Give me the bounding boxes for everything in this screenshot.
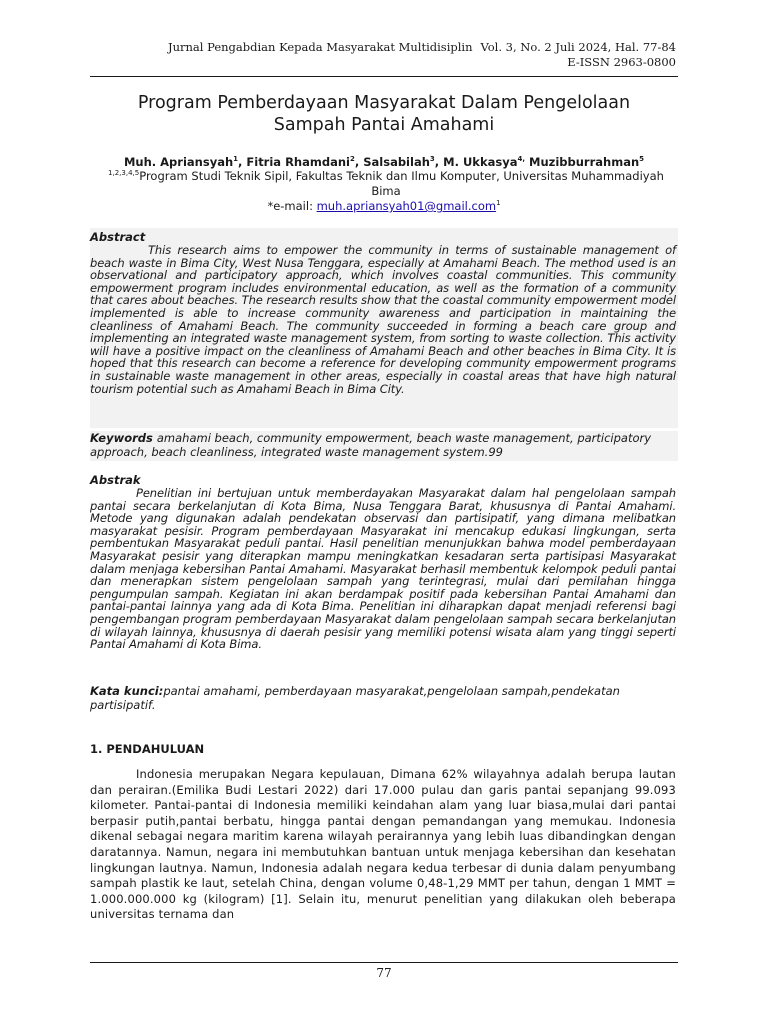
- paper-title: [90, 92, 678, 136]
- email-sup: 1: [496, 199, 501, 208]
- affiliation-text: Program Studi Teknik Sipil, Fakultas Teknik dan Ilmu Komputer, Universitas Muhammadiyah Bima: [139, 169, 664, 198]
- author-sup: 3: [429, 155, 435, 164]
- keywords-block: [90, 432, 676, 459]
- volume-info: Vol. 3, No. 2 Juli 2024, Hal. 77-84: [480, 40, 676, 54]
- footer-rule: [90, 962, 678, 963]
- affiliation: [96, 169, 676, 198]
- abstrak-text: Penelitian ini bertujuan untuk memberdayakan Masyarakat dalam hal pengelolaan sampah pantai secara berkelanjutan di Kota Bima, Nusa Tenggara Barat, khususnya di Pantai Amahami. Metode yang digunakan adalah pendekatan observasi dan partisipatif, yang dimana melibatkan masyarakat pesisir. Program pemberdayaan Masyarakat ini mencakup edukasi lingkungan, serta pembentukan Masyarakat peduli pantai. Hasil penelitian menunjukkan bahwa model pemberdayaan Masyarakat pesisir yang diterapkan mampu meningkatkan kesadaran serta partisipasi Masyarakat dalam menjaga kebersihan Pantai Amahami. Masyarakat berhasil membentuk kelompok peduli pantai dan menerapkan sistem pengelolaan sampah yang terintegrasi, mulai dari pemilahan hingga pengumpulan sampah. Kegiatan ini akan berdampak positif pada kebersihan Pantai Amahami dan pantai-pantai lainnya yang ada di Kota Bima. Penelitian ini diharapkan dapat menjadi referensi bagi pengembangan program pemberdayaan Masyarakat dalam pengelolaan sampah secara berkelanjutan di wilayah lainnya, khususnya di daerah pesisir yang memiliki potensi wisata alam yang tinggi seperti Pantai Amahami di Kota Bima.: [90, 486, 676, 652]
- author: Muzibburrahman: [529, 155, 640, 169]
- author-sup: 4,: [517, 155, 525, 164]
- section-heading: 1. PENDAHULUAN: [90, 742, 205, 756]
- author-sup: 5: [639, 155, 645, 164]
- keywords-label: Keywords: [90, 431, 157, 445]
- author-sup: 2: [349, 155, 355, 164]
- abstrak-block: [90, 473, 676, 651]
- page-number: 77: [376, 966, 392, 980]
- title-line-2: Sampah Pantai Amahami: [273, 115, 495, 135]
- running-header: [90, 40, 676, 70]
- abstract-heading: Abstract: [90, 230, 146, 244]
- section-body: Indonesia merupakan Negara kepulauan, Dimana 62% wilayahnya adalah berupa lautan dan perairan.(Emilika Budi Lestari 2022) dari 17.000 pulau dan garis pantai sepanjang 99.093 kilometer. Pantai-pantai di Indonesia memiliki keindahan alam yang luar biasa,mulai dari pantai berpasir putih,pantai berbatu, hingga pantai dengan pemandangan yang memukau. Indonesia dikenal sebagai negara maritim karena wilayah perairannya yang lebih luas dibandingkan dengan daratannya. Namun, negara ini membutuhkan bantuan untuk menjaga kebersihan dan kesehatan lingkungan lautnya. Namun, Indonesia adalah negara kedua terbesar di dunia dalam penyumbang sampah plastik ke laut, setelah China, dengan volume 0,48-1,29 MMT per tahun, dengan 1 MMT = 1.000.000.000 kg (kilogram) [1]. Selain itu, menurut penelitian yang dilakukan oleh beberapa universitas ternama dan: [90, 767, 676, 922]
- abstract-block: [90, 230, 676, 395]
- abstract-text: This research aims to empower the community in terms of sustainable management of beach waste in Bima City, West Nusa Tenggara, especially at Amahami Beach. The method used is an observational and participatory approach, which involves coastal communities. This community empowerment program includes environmental education, as well as the formation of a community that cares about beaches. The research results show that the coastal community empowerment model implemented is able to increase community awareness and participation in maintaining the cleanliness of Amahami Beach. The community succeeded in forming a beach care group and implementing an integrated waste management system, from sorting to waste collection. This activity will have a positive impact on the cleanliness of Amahami Beach and other beaches in Bima City. It is hoped that this research can become a reference for developing community empowerment programs in sustainable waste management in other areas, especially in coastal areas that have high natural tourism potential such as Amahami Beach in Bima City.: [90, 243, 676, 396]
- kata-kunci-block: [90, 685, 676, 712]
- author-list: Muh. Apriansyah$^1$, Fitria Rhamdani$^2$, Salsabilah$^3$, M. Ukkasya$^{4,}$ Muzibburrahman$^5$: [123, 155, 645, 169]
- author-sup: 1: [233, 155, 239, 164]
- issn: E-ISSN 2963-0800: [567, 55, 676, 69]
- author: Muh. Apriansyah: [123, 155, 234, 169]
- email-line: [90, 199, 678, 214]
- author: M. Ukkasya: [443, 155, 518, 169]
- email-link[interactable]: muh.apriansyah01@gmail.com: [316, 199, 497, 213]
- title-line-1: Program Pemberdayaan Masyarakat Dalam Pengelolaan: [137, 93, 631, 113]
- kata-kunci-label: Kata kunci:: [90, 684, 164, 698]
- abstrak-heading: Abstrak: [90, 473, 141, 487]
- email-label: *e-mail:: [267, 199, 317, 213]
- keywords-text: amahami beach, community empowerment, beach waste management, participatory approach, beach cleanliness, integrated waste management system.99: [90, 431, 652, 459]
- journal-name: Jurnal Pengabdian Kepada Masyarakat Multidisiplin: [168, 40, 473, 54]
- kata-kunci-text: pantai amahami, pemberdayaan masyarakat,pengelolaan sampah,pendekatan partisipatif.: [90, 684, 620, 712]
- affiliation-sup: 1,2,3,4,5: [108, 169, 140, 178]
- author: Salsabilah: [363, 155, 430, 169]
- author: Fitria Rhamdani: [246, 155, 350, 169]
- header-rule: [90, 76, 678, 77]
